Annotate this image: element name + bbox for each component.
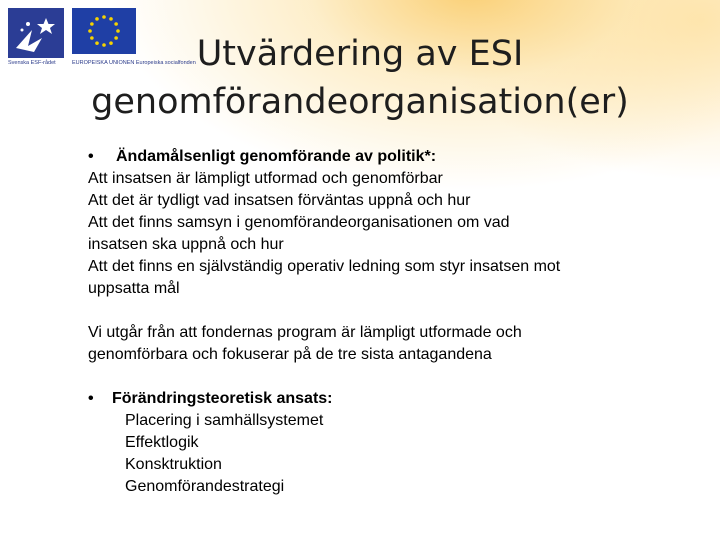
eu-star-icon [95, 17, 99, 21]
eu-star-icon [102, 15, 106, 19]
eu-caption: EUROPEISKA UNIONEN Europeiska socialfonden [72, 60, 196, 66]
section2-item: Genomförandestrategi [125, 478, 285, 495]
paragraph-line: Vi utgår från att fondernas program är lämpligt utformade och [88, 324, 522, 341]
section2-item: Effektlogik [125, 434, 199, 451]
esf-logo-background [8, 8, 64, 58]
section1-line: Att det finns en självständig operativ ledning som styr insatsen mot [88, 258, 561, 275]
title-line-2: genomförandeorganisation(er) [91, 82, 629, 122]
section1-heading-row [88, 146, 648, 168]
section1-heading: Ändamålsenligt genomförande av politik*: [116, 148, 437, 165]
section2-item: Placering i samhällsystemet [125, 412, 324, 429]
section1-line: Att insatsen är lämpligt utformad och genomförbar [88, 170, 443, 187]
bullet-icon: • [88, 390, 94, 407]
section1-line: Att det är tydligt vad insatsen förväntas uppnå och hur [88, 192, 471, 209]
section1-line: insatsen ska uppnå och hur [88, 236, 284, 253]
section2-heading: Förändringsteoretisk ansats: [112, 390, 333, 407]
section1-line: Att det finns samsyn i genomförandeorganisationen om vad [88, 214, 510, 231]
slide-title [70, 30, 650, 126]
section2-item: Konsktruktion [125, 456, 222, 473]
section2-heading-row [88, 388, 648, 410]
bullet-icon: • [88, 148, 94, 165]
eu-star-icon [114, 22, 118, 26]
eu-star-icon [90, 22, 94, 26]
title-line-1: Utvärdering av ESI [196, 34, 524, 74]
slide-content [88, 146, 648, 498]
eu-star-icon [109, 17, 113, 21]
paragraph-line: genomförbara och fokuserar på de tre sista antagandena [88, 346, 492, 363]
esf-caption: Svenska ESF-rådet [8, 60, 56, 66]
section1-line: uppsatta mål [88, 280, 180, 297]
